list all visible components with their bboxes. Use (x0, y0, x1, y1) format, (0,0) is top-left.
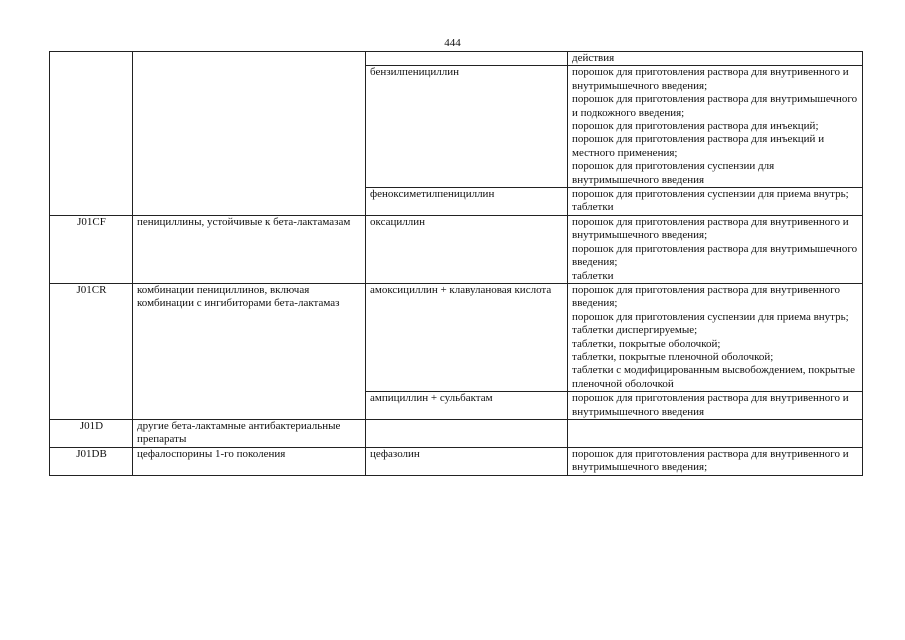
dosage-form-cell (568, 283, 863, 391)
dosage-form-line: таблетки, покрытые пленочной оболочкой; (572, 350, 774, 363)
dosage-form-line: порошок для приготовления раствора для внутримышечного и подкожного введения; (572, 93, 858, 119)
drug-name-cell: оксациллин (366, 215, 568, 283)
atc-code-cell: J01CF (50, 215, 133, 283)
dosage-form-line: порошок для приготовления раствора для инъекций и местного применения; (572, 133, 825, 159)
pharmacological-group-cell: комбинации пенициллинов, включая комбинации с ингибиторами бета-лактамаз (133, 283, 366, 419)
atc-code-cell: J01D (50, 419, 133, 447)
page-number: 444 (444, 37, 461, 49)
dosage-form-line: порошок для приготовления раствора для внутримышечного введения; (572, 242, 858, 269)
drug-name-cell (366, 419, 568, 447)
table-row (50, 419, 863, 447)
dosage-form-cell (568, 188, 863, 216)
dosage-form-line: таблетки (572, 201, 614, 214)
dosage-form-cell (568, 215, 863, 283)
dosage-form-line: порошок для приготовления раствора для внутривенного введения; (572, 283, 841, 310)
dosage-form-line: действия (572, 52, 615, 64)
drug-name-cell: феноксиметилпенициллин (366, 188, 568, 216)
dosage-form-line: порошок для приготовления суспензии для внутримышечного введения (572, 160, 775, 186)
drug-name-cell: цефазолин (366, 447, 568, 475)
dosage-form-cell (568, 52, 863, 66)
dosage-form-line: порошок для приготовления раствора для внутривенного и внутримышечного введения; (572, 215, 849, 242)
table-row (50, 52, 863, 66)
pharmacological-group-cell: пенициллины, устойчивые к бета-лактамазам (133, 215, 366, 283)
dosage-form-line: таблетки диспергируемые; (572, 324, 698, 337)
pharmacological-group-cell: цефалоспорины 1-го поколения (133, 447, 366, 475)
dosage-form-cell (568, 66, 863, 188)
dosage-form-cell (568, 392, 863, 420)
drug-name-cell: амоксициллин + клавулановая кислота (366, 283, 568, 391)
atc-code-cell: J01CR (50, 283, 133, 419)
atc-code-cell: J01DB (50, 447, 133, 475)
table-row (50, 215, 863, 283)
atc-code-cell (50, 52, 133, 216)
pharmacological-group-cell: другие бета-лактамные антибактериальные препараты (133, 419, 366, 447)
drug-table (49, 51, 863, 476)
dosage-form-line: таблетки (572, 269, 614, 282)
dosage-form-line: порошок для приготовления раствора для внутривенного и внутримышечного введения (572, 392, 849, 418)
dosage-form-line: порошок для приготовления суспензии для приема внутрь; (572, 188, 849, 201)
drug-name-cell: бензилпенициллин (366, 66, 568, 188)
table-row (50, 283, 863, 391)
drug-name-cell (366, 52, 568, 66)
dosage-form-line: порошок для приготовления раствора для внутривенного и внутримышечного введения; (572, 66, 849, 92)
pharmacological-group-cell (133, 52, 366, 216)
dosage-form-cell (568, 447, 863, 475)
dosage-form-line: порошок для приготовления раствора для инъекций; (572, 120, 819, 133)
drug-name-cell: ампициллин + сульбактам (366, 392, 568, 420)
dosage-form-line: порошок для приготовления суспензии для приема внутрь; (572, 310, 849, 323)
dosage-form-line: таблетки с модифицированным высвобождением, покрытые пленочной оболочкой (572, 364, 855, 390)
dosage-form-cell (568, 419, 863, 447)
dosage-form-line: порошок для приготовления раствора для внутривенного и внутримышечного введения; (572, 447, 849, 474)
table-row (50, 447, 863, 475)
dosage-form-line: таблетки, покрытые оболочкой; (572, 337, 721, 350)
